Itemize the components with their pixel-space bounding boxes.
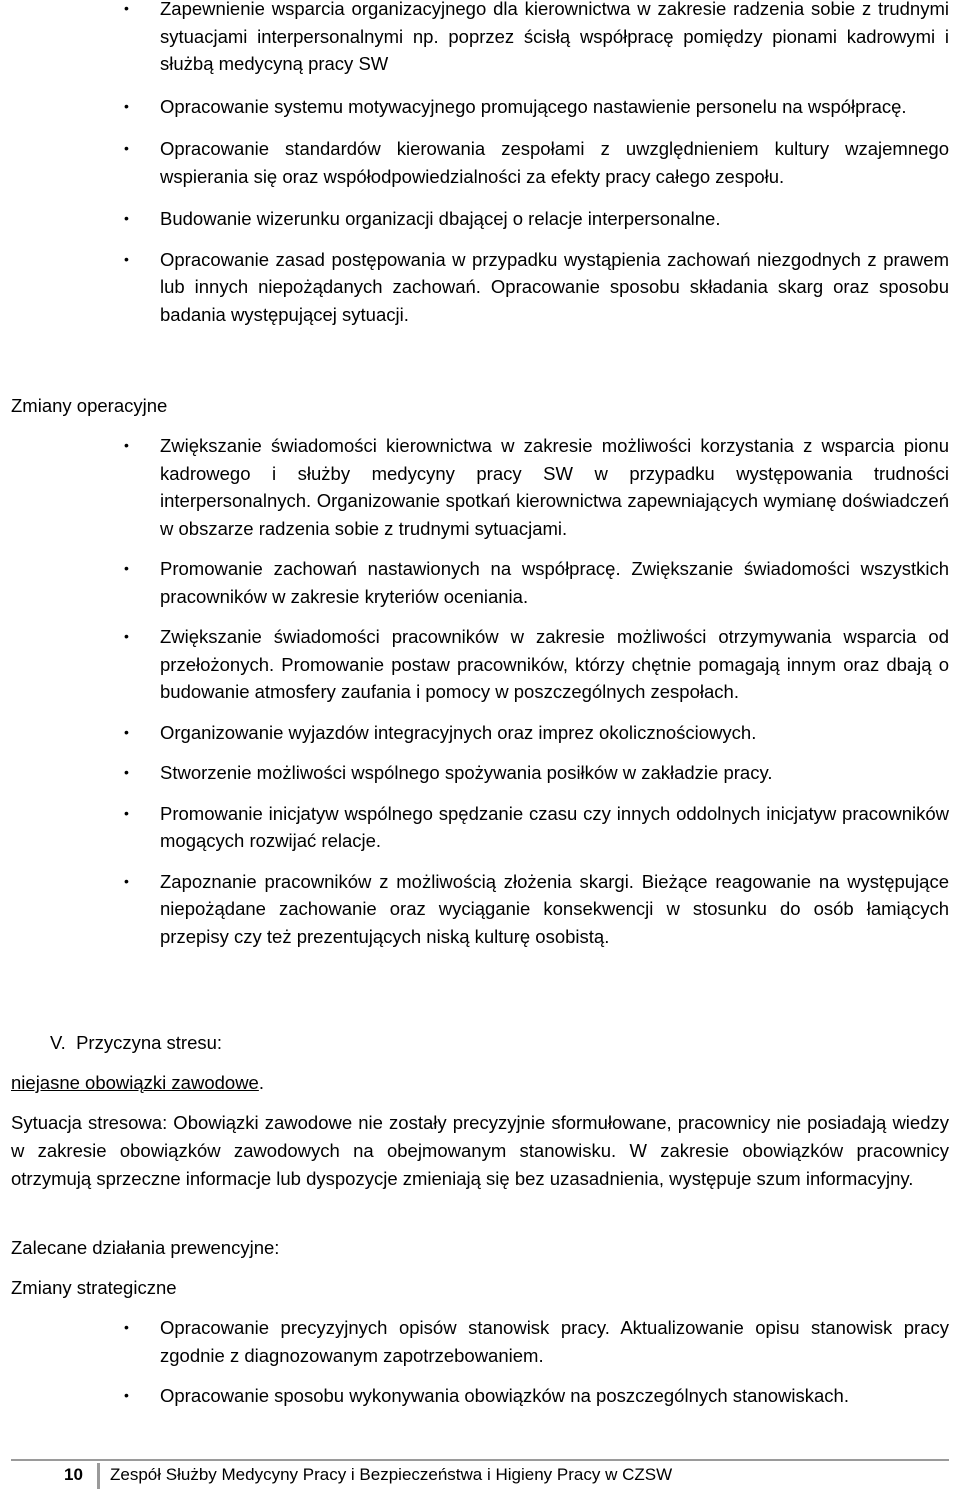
strategic-bullet-list [0,1314,960,1410]
bullet-icon: • [124,560,129,576]
list-item: • Opracowanie precyzyjnych opisów stanowisk pracy. Aktualizowanie opisu stanowisk pracy zgodnie z diagnozowanym zapotrzebowaniem. [0,1314,960,1369]
bullet-icon: • [124,764,129,780]
operational-changes-label: Zmiany operacyjne [11,395,168,416]
bullet-icon: • [124,210,129,226]
list-item: • Opracowanie standardów kierowania zespołami z uwzględnieniem kultury wzajemnego wspierania się oraz współodpowiedzialności za efekty pracy całego zespołu. [0,135,960,190]
stress-cause: niejasne obowiązki zawodowe. [11,1072,264,1093]
list-item: • Organizowanie wyjazdów integracyjnych oraz imprez okolicznościowych. [0,719,960,747]
bullet-icon: • [124,804,129,821]
stress-cause-text: niejasne obowiązki zawodowe [11,1072,259,1093]
top-bullet-list [0,0,960,328]
bullet-icon: • [124,97,129,114]
bullet-icon: • [124,1387,129,1403]
section-title: Przyczyna stresu: [76,1032,223,1053]
list-item: • Zapoznanie pracowników z możliwością złożenia skargi. Bieżące reagowanie na występujące niepożądane zachowanie oraz wyciąganie konsekwencji w stosunku do osób łamiących przepisy czy też prezentujących niską kulturę osobistą. [0,868,960,951]
strategic-changes-label: Zmiany strategiczne [11,1277,177,1298]
recommended-actions-label: Zalecane działania prewencyjne: [11,1237,280,1258]
list-item: • Zapewnienie wsparcia organizacyjnego dla kierownictwa w zakresie radzenia sobie z trudnymi sytuacjami interpersonalnymi np. poprzez ścisłą współpracę pomiędzy pionami kadrowymi i służbą medycyną pracy SW [0,0,960,78]
bullet-icon: • [124,872,129,889]
section-number: V. [50,1032,66,1053]
list-item: • Promowanie zachowań nastawionych na współpracę. Zwiększanie świadomości wszystkich pracowników w zakresie kryteriów oceniania. [0,555,960,610]
footer-text: Zespół Służby Medycyny Pracy i Bezpieczeństwa i Higieny Pracy w CZSW [110,1465,673,1484]
bullet-icon: • [124,437,129,453]
bullet-icon: • [124,250,129,267]
list-item: • Opracowanie zasad postępowania w przypadku wystąpienia zachowań niezgodnych z prawem lub innych niepożądanych zachowań. Opracowanie sposobu składania skarg oraz sposobu badania występującej sytuacji. [0,246,960,329]
bullet-icon: • [124,140,129,156]
bullet-icon: • [124,723,129,740]
list-item: • Zwiększanie świadomości pracowników w zakresie możliwości otrzymywania wsparcia od przełożonych. Promowanie postaw pracowników, którzy chętnie pomagają innym oraz dbają o budowanie atmosfery zaufania i pomocy w poszczególnych zespołach. [0,623,960,706]
list-item: • Opracowanie systemu motywacyjnego promującego nastawienie personelu na współpracę. [0,93,960,121]
list-item: • Zwiększanie świadomości kierownictwa w zakresie możliwości korzystania z wsparcia pionu kadrowego i służby medycyny pracy SW w przypadku występowania trudności interpersonalnych. Organizowanie spotkań kierownictwa zapewniających wymianę doświadczeń w obszarze radzenia sobie z trudnymi sytuacjami. [0,432,960,542]
operational-bullet-list [0,432,960,950]
stress-situation: Sytuacja stresowa: Obowiązki zawodowe nie zostały precyzyjnie sformułowane, pracownicy nie posiadają wiedzy w zakresie obowiązków zawodowych na obejmowanym stanowisku. W zakresie obowiązków pracownicy otrzymują sprzeczne informacje lub dyspozycje zmieniają się bez uzasadnienia, występuje szum informacyjny. [11,1112,949,1189]
list-item: • Opracowanie sposobu wykonywania obowiązków na poszczególnych stanowiskach. [0,1382,960,1410]
bullet-icon: • [124,1319,129,1335]
list-item: • Stworzenie możliwości wspólnego spożywania posiłków w zakładzie pracy. [0,759,960,787]
list-item: • Promowanie inicjatyw wspólnego spędzanie czasu czy innych oddolnych inicjatyw pracowników mogących rozwijać relacje. [0,800,960,855]
bullet-icon: • [124,628,129,644]
page-number: 10 [64,1463,100,1489]
section-heading [50,1029,222,1057]
bullet-icon: • [124,0,129,16]
footer-divider [11,1459,949,1461]
list-item: • Budowanie wizerunku organizacji dbającej o relacje interpersonalne. [0,205,960,233]
